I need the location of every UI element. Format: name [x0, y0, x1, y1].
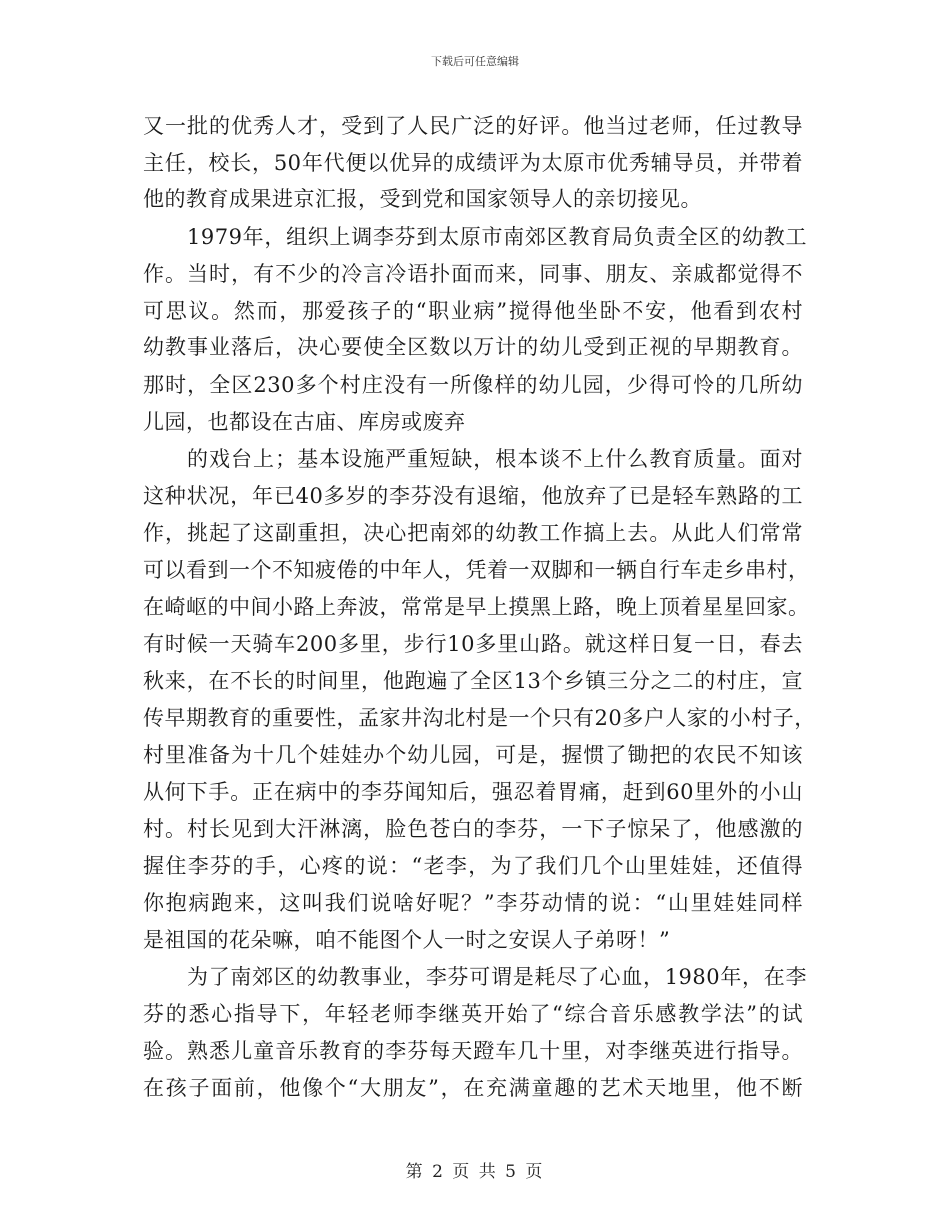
paragraph-line: 可思议。然而，那爱孩子的“职业病”搅得他坐卧不安，他看到农村: [143, 299, 803, 323]
paragraph-line: 验。熟悉儿童音乐教育的李芬每天蹬车几十里，对李继英进行指导。: [143, 1039, 803, 1063]
paragraph-line: 村。村长见到大汗淋漓，脸色苍白的李芬，一下子惊呆了，他感激的: [143, 817, 803, 841]
paragraph-line: 握住李芬的手，心疼的说：“老李，为了我们几个山里娃娃，还值得: [143, 854, 803, 878]
paragraph-line: 秋来，在不长的时间里，他跑遍了全区13个乡镇三分之二的村庄，宣: [143, 669, 803, 693]
paragraph-line: 芬的悉心指导下，年轻老师李继英开始了“综合音乐感教学法”的试: [143, 1002, 803, 1026]
paragraph-line: 儿园，也都设在古庙、库房或废弃: [143, 410, 466, 434]
paragraph-line: 的戏台上；基本设施严重短缺，根本谈不上什么教育质量。面对: [187, 447, 803, 471]
paragraph-line: 幼教事业落后，决心要使全区数以万计的幼儿受到正视的早期教育。: [143, 335, 803, 359]
paragraph-line: 是祖国的花朵嘛，咱不能图个人一时之安误人子弟呀！”: [143, 928, 671, 952]
paragraph-line: 从何下手。正在病中的李芬闻知后，强忍着胃痛，赶到60里外的小山: [143, 780, 803, 804]
paragraph-line: 为了南郊区的幼教事业，李芬可谓是耗尽了心血，1980年，在李: [187, 965, 807, 989]
paragraph-line: 又一批的优秀人才，受到了人民广泛的好评。他当过老师，任过教导: [143, 114, 803, 138]
paragraph-line: 那时，全区230多个村庄没有一所像样的幼儿园，少得可怜的几所幼: [143, 373, 803, 397]
paragraph-line: 在孩子面前，他像个“大朋友”，在充满童趣的艺术天地里，他不断: [143, 1076, 803, 1100]
page-footer: 第 2 页 共 5 页: [405, 1162, 545, 1182]
paragraph-line: 村里准备为十几个娃娃办个幼儿园，可是，握惯了锄把的农民不知该: [143, 743, 803, 767]
paragraph-line: 你抱病跑来，这叫我们说啥好呢？”李芬动情的说：“山里娃娃同样: [143, 891, 803, 915]
paragraph-line: 作。当时，有不少的冷言冷语扑面而来，同事、朋友、亲戚都觉得不: [143, 262, 803, 286]
paragraph-line: 有时候一天骑车200多里，步行10多里山路。就这样日复一日，春去: [143, 632, 803, 656]
paragraph-line: 这种状况，年已40多岁的李芬没有退缩，他放弃了已是轻车熟路的工: [143, 484, 803, 508]
paragraph-line: 可以看到一个不知疲倦的中年人，凭着一双脚和一辆自行车走乡串村，: [143, 558, 810, 582]
paragraph-line: 主任，校长，50年代便以优异的成绩评为太原市优秀辅导员，并带着: [143, 151, 803, 175]
paragraph-line: 他的教育成果进京汇报，受到党和国家领导人的亲切接见。: [143, 187, 702, 211]
paragraph-line: 作，挑起了这副重担，决心把南郊的幼教工作搞上去。从此人们常常: [143, 521, 803, 545]
paragraph-line: 在崎岖的中间小路上奔波，常常是早上摸黑上路，晚上顶着星星回家。: [143, 595, 810, 619]
paragraph-line: 1979年，组织上调李芬到太原市南郊区教育局负责全区的幼教工: [187, 225, 807, 249]
paragraph-line: 传早期教育的重要性，孟家井沟北村是一个只有20多户人家的小村子，: [143, 706, 816, 730]
page-header: 下载后可任意编辑: [431, 55, 519, 68]
